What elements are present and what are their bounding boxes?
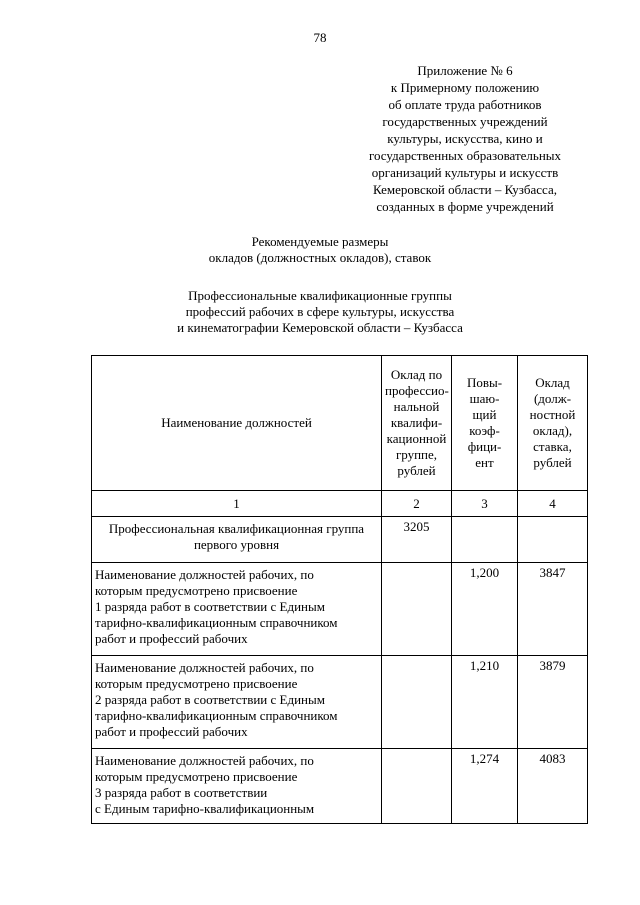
empty-cell — [382, 749, 452, 824]
header-line: рублей — [533, 455, 572, 470]
appendix-block — [330, 62, 600, 215]
description-line: которым предусмотрено присвоение — [95, 769, 298, 784]
coefficient-value: 1,200 — [452, 563, 518, 656]
header-line: нальной — [393, 399, 440, 414]
description-line: которым предусмотрено присвоение — [95, 676, 298, 691]
salary-table — [91, 355, 588, 824]
description-line: работ и профессий рабочих — [95, 631, 248, 646]
header-line: группе, — [395, 447, 438, 462]
subtitle-line: и кинематографии Кемеровской области – Кузбасса — [177, 320, 463, 335]
header-line: щий — [472, 407, 497, 422]
position-description — [92, 563, 382, 656]
group-name: Профессиональная квалификационная группа первого уровня — [92, 517, 382, 563]
header-line: Оклад по — [390, 367, 443, 382]
document-title — [0, 234, 640, 266]
description-line: с Единым тарифно-квалификационным — [95, 801, 315, 816]
position-description — [92, 656, 382, 749]
header-line: шаю- — [469, 391, 500, 406]
appendix-line: культуры, искусства, кино и — [387, 131, 543, 146]
coefficient-value: 1,274 — [452, 749, 518, 824]
table-row — [92, 656, 588, 749]
appendix-line: государственных образовательных — [368, 148, 562, 163]
column-number: 3 — [452, 491, 518, 517]
header-line: рублей — [397, 463, 436, 478]
description-line: Наименование должностей рабочих, по — [95, 567, 314, 582]
appendix-line: об оплате труда работников — [388, 97, 542, 112]
description-line: 1 разряда работ в соответствии с Единым — [95, 599, 325, 614]
column-number: 1 — [92, 491, 382, 517]
column-number-row — [92, 491, 588, 517]
title-line: окладов (должностных окладов), ставок — [208, 250, 432, 265]
empty-cell — [518, 517, 588, 563]
appendix-line: государственных учреждений — [382, 114, 548, 129]
rate-value: 3879 — [518, 656, 588, 749]
table-row — [92, 749, 588, 824]
column-number: 2 — [382, 491, 452, 517]
header-rate — [518, 356, 588, 491]
header-line: Оклад — [535, 375, 570, 390]
header-line: коэф- — [469, 423, 500, 438]
description-line: 2 разряда работ в соответствии с Единым — [95, 692, 325, 707]
subtitle-line: профессий рабочих в сфере культуры, искусства — [185, 304, 455, 319]
table-header-row — [92, 356, 588, 491]
header-position-name: Наименование должностей — [92, 356, 382, 491]
position-description — [92, 749, 382, 824]
coefficient-value: 1,210 — [452, 656, 518, 749]
header-coefficient — [452, 356, 518, 491]
header-line: (долж- — [533, 391, 572, 406]
header-line: профессио- — [385, 383, 449, 398]
header-line: ент — [475, 455, 494, 470]
rate-value: 4083 — [518, 749, 588, 824]
document-subtitle — [0, 288, 640, 336]
description-line: тарифно-квалификационным справочником — [95, 615, 338, 630]
appendix-line: созданных в форме учреждений — [376, 199, 554, 214]
appendix-line: к Примерному положению — [390, 80, 540, 95]
appendix-line: организаций культуры и искусств — [371, 165, 559, 180]
description-line: тарифно-квалификационным справочником — [95, 708, 338, 723]
header-line: Повы- — [466, 375, 503, 390]
appendix-line: Приложение № 6 — [417, 63, 513, 78]
description-line: работ и профессий рабочих — [95, 724, 248, 739]
page-number: 78 — [313, 30, 327, 45]
appendix-line: Кемеровской области – Кузбасса, — [372, 182, 558, 197]
title-line: Рекомендуемые размеры — [251, 234, 389, 249]
empty-cell — [382, 656, 452, 749]
header-line: фици- — [467, 439, 502, 454]
description-line: которым предусмотрено присвоение — [95, 583, 298, 598]
description-line: Наименование должностей рабочих, по — [95, 660, 314, 675]
table-row-group — [92, 517, 588, 563]
table-row — [92, 563, 588, 656]
header-line: кационной — [386, 431, 447, 446]
description-line: 3 разряда работ в соответствии — [95, 785, 268, 800]
header-line: ставка, — [533, 439, 572, 454]
empty-cell — [452, 517, 518, 563]
empty-cell — [382, 563, 452, 656]
column-number: 4 — [518, 491, 588, 517]
subtitle-line: Профессиональные квалификационные группы — [188, 288, 452, 303]
group-salary: 3205 — [382, 517, 452, 563]
header-line: квалифи- — [390, 415, 443, 430]
description-line: Наименование должностей рабочих, по — [95, 753, 314, 768]
header-line: оклад), — [532, 423, 573, 438]
header-line: ностной — [529, 407, 576, 422]
rate-value: 3847 — [518, 563, 588, 656]
header-group-salary — [382, 356, 452, 491]
